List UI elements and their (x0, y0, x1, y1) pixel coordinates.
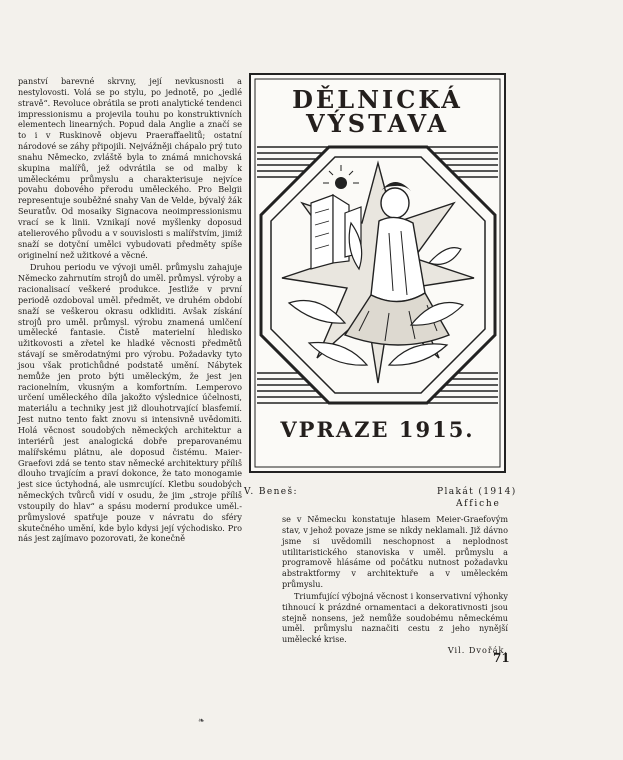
poster-title-line2: VÝSTAVA (306, 109, 449, 138)
paragraph: se v Německu konstatuje hlasem Meier-Graefovým stav, v jehož povaze jsme se nikdy neklamali. Již dávno jsme si uvědomili neschopnost a neplodnost utilitaristického stanoviska v uměl. průmyslu a programově hlásáme od počátku nutnost požadavku abstraktformy v architektuře a v uměleckém průmyslu. (282, 514, 508, 590)
author-signature: Vil. Dvořák. (447, 645, 508, 656)
caption-subtitle: Affiche (456, 499, 501, 509)
caption-title: Plakát (1914) (437, 487, 517, 497)
paragraph: panství barevné skrvny, její nevkusnosti a nestylovosti. Volá se po stylu, po jednotě, po „jedlé stravě“. Revoluce obrátila se proti analytické tendenci impressionismu a projevila touhu po konstruktivních elementech linearných. Popud dala Anglie a značí se to i v Ruskinově objevu Praeraffaelitů; ostatní národové se záhy připojili. Nejvážněji chápalo prý tuto snahu Německo, zvláště byla to známá mnichovská skupina malířů, jež odvrátila se od malby k uměleckému průmyslu a charakterisuje nejvíce povahu dobového přerodu uměleckého. Pro Belgii representuje souběžné snahy Van de Velde, bývalý žák Seuratův. Od mosaiky Signacova neoimpressionismu vrací se k linii. Vznikají nové myšlenky doposud atelierového původu a v souvislosti s malířstvím, jimiž snaží se dotyční umělci vybudovati předměty spíše originelní než užitkové a věcné. (18, 76, 242, 260)
left-text-column (18, 76, 242, 544)
page-number: 71 (493, 651, 510, 665)
paragraph: Druhou periodu ve vývoji uměl. průmyslu zahajuje Německo zahrnutím strojů do uměl. průmysl. výroby a racionalisací veškeré produkce. Jestliže v první periodě ozdoboval uměl. předmět, ve druhém období snaží se veškerou okrasu odkliditi. Avšak získání strojů pro uměl. průmysl. výrobu znamená umlčení umělecké fantasie. Čistě materielní hledisko užitkovosti a zřetel ke hladké věcnosti předmětů stávají se směrodatnými pro výrobu. Požadavky tyto jsou však protichůdné podstatě umění. Nábytek nemůže jen proto býti uměleckým, že jest jen racionelním, vkusným a komfortním. Lemperovo určení uměleckého díla jakožto výslednice účelnosti, materiálu a techniky jest již dlouhotrvající blasfemií. Jest nutno tento fakt znovu si intensivně uvědomiti. Holá věcnost soudobých německých architektur a interiérů jest analogická dobře preparovanému malířskému plátnu, ale doposud čistému. Maier-Graefovi zdá se tento stav německé architektury příliš dlouho trvajícím a praví dokonce, že tato monogamie jest sice úctyhodná, ale usmrcující. Kletbu soudobých německých tvůrců vidí v osudu, že jim „stroje příliš vstoupily do hlav“ a spásu moderní produkce uměl.-průmyslové spatřuje pouze v návratu do sféry skutečného umění, kde bylo kdysi její východisko. Pro nás jest zajímavo pozorovati, že konečně (18, 262, 242, 544)
poster-title-line1: DĚLNICKÁ (292, 85, 463, 114)
paragraph: Triumfující výbojná věcnost i konservativní výhonky tihnoucí k prázdné ornamentaci a dekorativnosti jsou stejně nonsens, jež nemůže soudobému německému uměl. průmyslu naznačiti cestu z jeho nynější umělecké krise. (282, 590, 508, 645)
right-text-column (282, 514, 508, 656)
poster-image (249, 73, 506, 473)
ornament-icon: ❧ (198, 716, 205, 725)
caption-author: V. Beneš: (244, 487, 298, 497)
poster-bottom-text: VPRAZE 1915. (280, 417, 475, 442)
